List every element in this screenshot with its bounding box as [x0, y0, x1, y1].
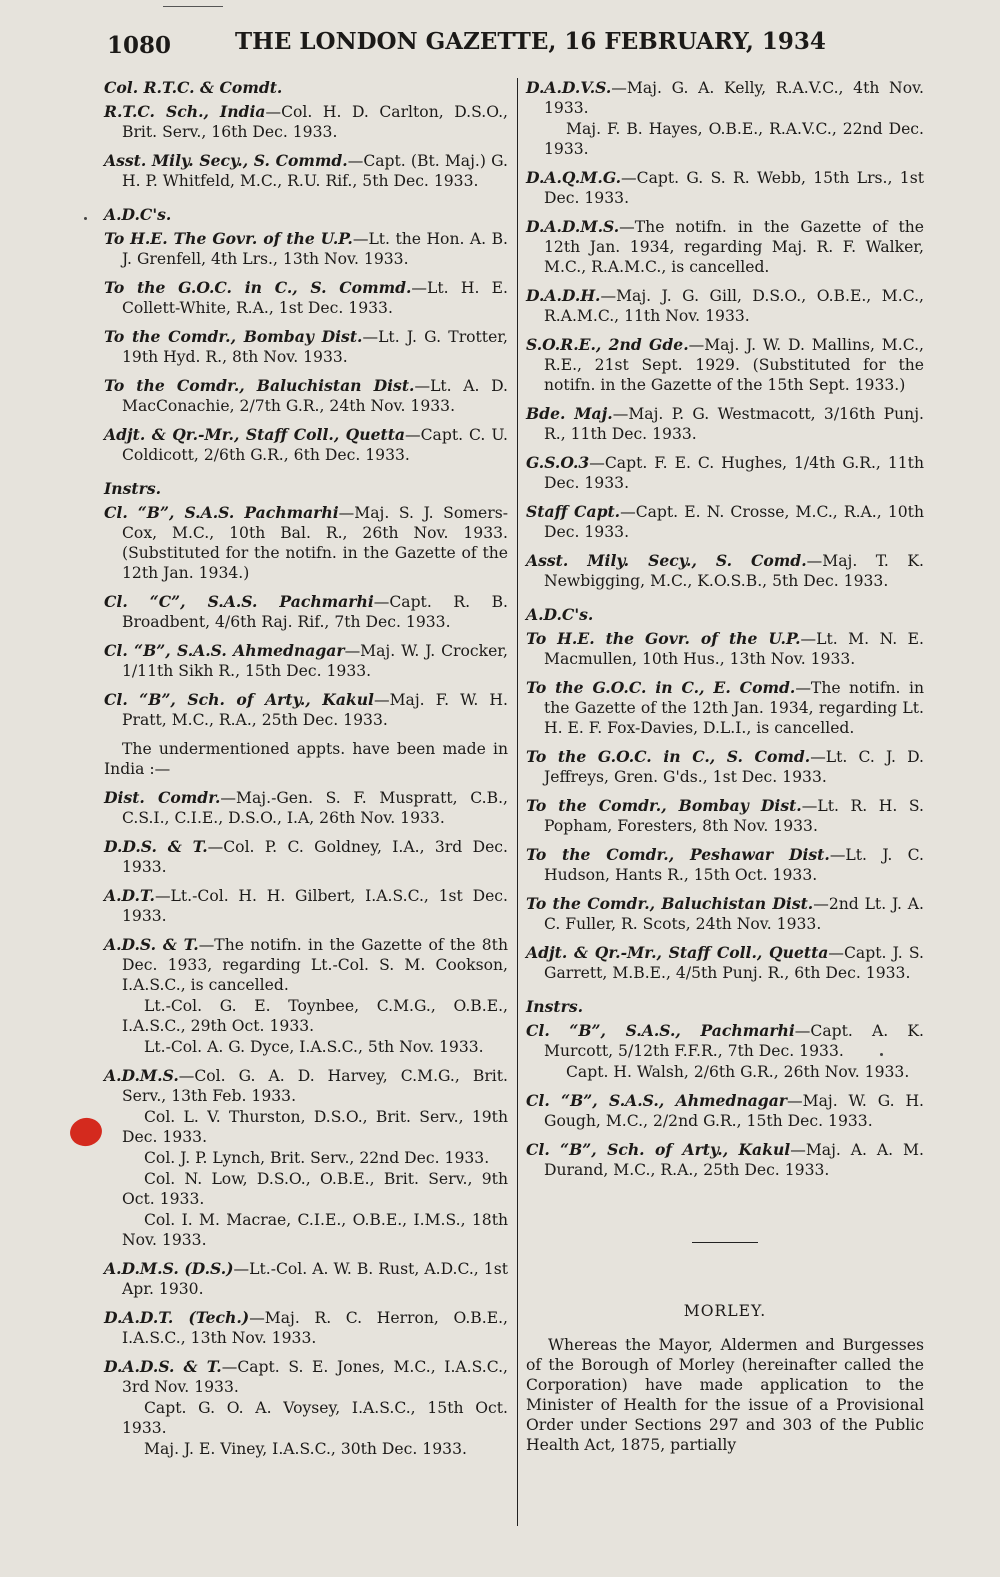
appointment-continuation: Maj. J. E. Viney, I.A.S.C., 30th Dec. 1933.	[144, 1440, 467, 1458]
appointment-title: D.A.D.V.S.	[526, 78, 612, 97]
appointment-entry	[104, 690, 508, 730]
appointment-title: D.A.D.H.	[526, 286, 601, 305]
appointment-title: R.T.C. Sch., India	[104, 102, 266, 121]
appointment-entry	[526, 678, 924, 738]
column-divider	[517, 78, 518, 1526]
appointment-continuation: Col. I. M. Macrae, C.I.E., O.B.E., I.M.S., 18th Nov. 1933.	[122, 1211, 508, 1249]
appointment-title: Staff Capt.	[526, 502, 621, 521]
appointment-details: —Lt.-Col. A. W. B. Rust, A.D.C., 1st Apr. 1930.	[122, 1260, 508, 1298]
appointment-title: A.D.S. & T.	[104, 935, 199, 954]
appointment-entry	[104, 376, 508, 416]
appointment-details: —The notifn. in the Gazette of the 8th Dec. 1933, regarding Lt.-Col. S. M. Cookson, I.A.S.C., is cancelled.	[122, 936, 508, 994]
appointment-details: —Maj. R. C. Herron, O.B.E., I.A.S.C., 13th Nov. 1933.	[122, 1309, 508, 1347]
appointment-entry	[104, 1066, 508, 1106]
appointment-entry	[526, 217, 924, 277]
appointment-entry	[526, 894, 924, 934]
appointment-continuation: Col. J. P. Lynch, Brit. Serv., 22nd Dec. 1933.	[144, 1149, 490, 1167]
appointment-entry	[104, 151, 508, 191]
appointment-details: —Maj.-Gen. S. F. Muspratt, C.B., C.S.I., C.I.E., D.S.O., I.A, 26th Nov. 1933.	[122, 789, 508, 827]
appointment-title: Asst. Mily. Secy., S. Commd.	[104, 151, 348, 170]
appointment-title: A.D.M.S.	[104, 1066, 179, 1085]
appointment-entry	[526, 551, 924, 591]
appointment-entry	[526, 845, 924, 885]
appointment-details: —Capt. J. S. Garrett, M.B.E., 4/5th Punj. R., 6th Dec. 1933.	[544, 944, 924, 982]
red-ink-mark	[67, 1115, 104, 1149]
appointment-title: Adjt. & Qr.-Mr., Staff Coll., Quetta	[104, 425, 406, 444]
appointment-entry	[104, 592, 508, 632]
appointment-details: —Maj. W. J. Crocker, 1/11th Sikh R., 15th Dec. 1933.	[122, 642, 508, 680]
appointment-entry	[104, 278, 508, 318]
appointment-details: —2nd Lt. J. A. C. Fuller, R. Scots, 24th Nov. 1933.	[544, 895, 924, 933]
right-column-entries	[526, 78, 924, 1180]
appointment-details: —Lt. R. H. S. Popham, Foresters, 8th Nov. 1933.	[544, 797, 924, 835]
appointment-title: Cl. “B”, S.A.S., Pachmarhi	[526, 1021, 795, 1040]
page-header	[107, 28, 826, 60]
appointment-title: To the G.O.C. in C., E. Comd.	[526, 678, 796, 697]
appointment-title: To the Comdr., Bombay Dist.	[526, 796, 802, 815]
appointment-title: Cl. “B”, S.A.S. Pachmarhi	[104, 503, 339, 522]
appointment-title: Cl. “B”, Sch. of Arty., Kakul	[526, 1140, 791, 1159]
appointment-title: D.A.Q.M.G.	[526, 168, 622, 187]
appointment-details: —Maj. P. G. Westmacott, 3/16th Punj. R., 11th Dec. 1933.	[544, 405, 924, 443]
appointment-continuation: Col. N. Low, D.S.O., O.B.E., Brit. Serv., 9th Oct. 1933.	[122, 1170, 508, 1208]
appointment-title: To the Comdr., Bombay Dist.	[104, 327, 363, 346]
section-heading: A.D.C's.	[526, 605, 594, 624]
appointment-entry	[526, 1021, 924, 1061]
speck	[84, 217, 87, 220]
appointment-entry	[526, 747, 924, 787]
appointment-entry	[526, 335, 924, 395]
appointment-entry	[104, 1259, 508, 1299]
appointment-details: —Capt. A. K. Murcott, 5/12th F.F.R., 7th Dec. 1933.	[544, 1022, 924, 1060]
appointment-entry	[104, 935, 508, 995]
appointment-entry	[104, 327, 508, 367]
appointment-title: To the G.O.C. in C., S. Comd.	[526, 747, 811, 766]
intro-paragraph: The undermentioned appts. have been made in India :—	[104, 740, 508, 778]
appointment-title: Cl. “C”, S.A.S. Pachmarhi	[104, 592, 374, 611]
appointment-details: —Maj. T. K. Newbigging, M.C., K.O.S.B., 5th Dec. 1933.	[544, 552, 924, 590]
appointment-entry	[104, 229, 508, 269]
appointment-title: To H.E. the Govr. of the U.P.	[526, 629, 801, 648]
appointment-details: —Lt. A. D. MacConachie, 2/7th G.R., 24th Nov. 1933.	[122, 377, 508, 415]
left-column	[104, 78, 508, 1468]
appointment-title: D.A.D.S. & T.	[104, 1357, 222, 1376]
appointment-title: G.S.O.3	[526, 453, 590, 472]
appointment-entry	[526, 168, 924, 208]
appointment-entry	[526, 286, 924, 326]
appointment-details: —Capt. R. B. Broadbent, 4/6th Raj. Rif., 7th Dec. 1933.	[122, 593, 508, 631]
appointment-details: —Col. P. C. Goldney, I.A., 3rd Dec. 1933.	[122, 838, 508, 876]
appointment-details: —Lt. the Hon. A. B. J. Grenfell, 4th Lrs., 13th Nov. 1933.	[122, 230, 508, 268]
appointment-continuation: Lt.-Col. A. G. Dyce, I.A.S.C., 5th Nov. 1933.	[144, 1038, 484, 1056]
appointment-entry	[526, 796, 924, 836]
appointment-entry	[104, 788, 508, 828]
appointment-entry	[104, 837, 508, 877]
appointment-details: —Lt. C. J. D. Jeffreys, Gren. G'ds., 1st Dec. 1933.	[544, 748, 925, 786]
appointment-title: To the Comdr., Peshawar Dist.	[526, 845, 830, 864]
notice-heading: MORLEY.	[683, 1302, 767, 1320]
appointment-entry	[104, 1357, 508, 1397]
appointment-entry	[104, 425, 508, 465]
appointment-entry	[104, 1308, 508, 1348]
appointment-entry	[104, 641, 508, 681]
appointment-entry	[526, 404, 924, 444]
appointment-continuation: Lt.-Col. G. E. Toynbee, C.M.G., O.B.E., I.A.S.C., 29th Oct. 1933.	[122, 997, 508, 1035]
appointment-details: —Col. G. A. D. Harvey, C.M.G., Brit. Serv., 13th Feb. 1933.	[122, 1067, 508, 1105]
appointment-title: To the G.O.C. in C., S. Commd.	[104, 278, 412, 297]
appointment-entry	[526, 629, 924, 669]
appointment-entry	[104, 503, 508, 583]
appointment-details: —Capt. F. E. C. Hughes, 1/4th G.R., 11th Dec. 1933.	[544, 454, 924, 492]
appointment-title: Adjt. & Qr.-Mr., Staff Coll., Quetta	[526, 943, 829, 962]
appointment-continuation: Col. L. V. Thurston, D.S.O., Brit. Serv., 19th Dec. 1933.	[122, 1108, 508, 1146]
appointment-title: D.A.D.M.S.	[526, 217, 620, 236]
section-rule	[692, 1242, 758, 1243]
appointment-details: —Capt. C. U. Coldicott, 2/6th G.R., 6th Dec. 1933.	[122, 426, 508, 464]
appointment-entry	[526, 1140, 924, 1180]
appointment-details: —Lt. J. C. Hudson, Hants R., 15th Oct. 1933.	[544, 846, 924, 884]
section-heading: Instrs.	[526, 997, 584, 1016]
appointment-continuation: Maj. F. B. Hayes, O.B.E., R.A.V.C., 22nd Dec. 1933.	[544, 120, 924, 158]
appointment-details: —Capt. E. N. Crosse, M.C., R.A., 10th Dec. 1933.	[544, 503, 924, 541]
appointment-title: Dist. Comdr.	[104, 788, 221, 807]
section-heading: A.D.C's.	[104, 205, 172, 224]
appointment-details: —Capt. G. S. R. Webb, 15th Lrs., 1st Dec. 1933.	[544, 169, 924, 207]
appointment-details: —Lt. H. E. Collett-White, R.A., 1st Dec. 1933.	[122, 279, 508, 317]
appointment-details: —Maj. J. W. D. Mallins, M.C., R.E., 21st Sept. 1929. (Substituted for the notifn. in the Gazette of the 15th Sept. 1933.)	[544, 336, 924, 394]
appointment-title: A.D.M.S. (D.S.)	[104, 1259, 234, 1278]
appointment-details: —The notifn. in the Gazette of the 12th Jan. 1934, regarding Lt. H. E. F. Fox-Davies, D.L.I., is cancelled.	[544, 679, 924, 737]
section-heading: Col. R.T.C. & Comdt.	[104, 78, 283, 97]
appointment-title: D.D.S. & T.	[104, 837, 208, 856]
speck	[880, 1053, 883, 1056]
appointment-details: —Maj. J. G. Gill, D.S.O., O.B.E., M.C., R.A.M.C., 11th Nov. 1933.	[544, 287, 924, 325]
appointment-title: To the Comdr., Baluchistan Dist.	[526, 894, 814, 913]
appointment-details: —Col. H. D. Carlton, D.S.O., Brit. Serv., 16th Dec. 1933.	[122, 103, 508, 141]
right-column	[526, 78, 924, 1455]
appointment-details: —Capt. (Bt. Maj.) G. H. P. Whitfeld, M.C., R.U. Rif., 5th Dec. 1933.	[122, 152, 508, 190]
page-number: 1080	[107, 32, 172, 59]
appointment-details: —Maj. W. G. H. Gough, M.C., 2/2nd G.R., 15th Dec. 1933.	[544, 1092, 924, 1130]
appointment-entry	[526, 1091, 924, 1131]
appointment-title: Bde. Maj.	[526, 404, 613, 423]
appointment-details: —Lt.-Col. H. H. Gilbert, I.A.S.C., 1st Dec. 1933.	[122, 887, 508, 925]
appointment-title: Cl. “B”, S.A.S., Ahmednagar	[526, 1091, 788, 1110]
appointment-entry	[104, 886, 508, 926]
appointment-details: —Lt. M. N. E. Macmullen, 10th Hus., 13th Nov. 1933.	[544, 630, 924, 668]
appointment-title: A.D.T.	[104, 886, 155, 905]
appointment-title: Asst. Mily. Secy., S. Comd.	[526, 551, 807, 570]
notice-text: Whereas the Mayor, Aldermen and Burgesses of the Borough of Morley (hereinafter called the Corporation) have made application to the Minister of Health for the issue of a Provisional Order under Sections 297 and 303 of the Public Health Act, 1875, partially	[526, 1336, 924, 1454]
appointment-entry	[526, 453, 924, 493]
appointment-title: D.A.D.T. (Tech.)	[104, 1308, 250, 1327]
appointment-details: —Capt. S. E. Jones, M.C., I.A.S.C., 3rd Nov. 1933.	[122, 1358, 508, 1396]
appointment-entry	[526, 943, 924, 983]
appointment-details: —Lt. J. G. Trotter, 19th Hyd. R., 8th Nov. 1933.	[122, 328, 508, 366]
appointment-details: —Maj. F. W. H. Pratt, M.C., R.A., 25th Dec. 1933.	[122, 691, 508, 729]
appointment-continuation: Capt. G. O. A. Voysey, I.A.S.C., 15th Oct. 1933.	[122, 1399, 508, 1437]
appointment-title: Cl. “B”, Sch. of Arty., Kakul	[104, 690, 374, 709]
appointment-details: —Maj. G. A. Kelly, R.A.V.C., 4th Nov. 1933.	[544, 79, 924, 117]
appointment-title: To the Comdr., Baluchistan Dist.	[104, 376, 415, 395]
appointment-details: —Maj. S. J. Somers-Cox, M.C., 10th Bal. R., 26th Nov. 1933. (Substituted for the notifn. in the Gazette of the 12th Jan. 1934.)	[122, 504, 508, 582]
appointment-title: Cl. “B”, S.A.S. Ahmednagar	[104, 641, 345, 660]
appointment-details: —The notifn. in the Gazette of the 12th Jan. 1934, regarding Maj. R. F. Walker, M.C., R.A.M.C., is cancelled.	[544, 218, 924, 276]
appointment-entry	[104, 102, 508, 142]
appointment-entry	[526, 78, 924, 118]
appointment-continuation: Capt. H. Walsh, 2/6th G.R., 26th Nov. 1933.	[566, 1063, 910, 1081]
gazette-title: THE LONDON GAZETTE, 16 FEBRUARY, 1934	[235, 28, 826, 55]
section-heading: Instrs.	[104, 479, 162, 498]
appointment-entry	[526, 502, 924, 542]
appointment-title: To H.E. The Govr. of the U.P.	[104, 229, 353, 248]
appointment-details: —Maj. A. A. M. Durand, M.C., R.A., 25th Dec. 1933.	[544, 1141, 924, 1179]
appointment-title: S.O.R.E., 2nd Gde.	[526, 335, 689, 354]
top-edge-rule	[163, 6, 223, 7]
